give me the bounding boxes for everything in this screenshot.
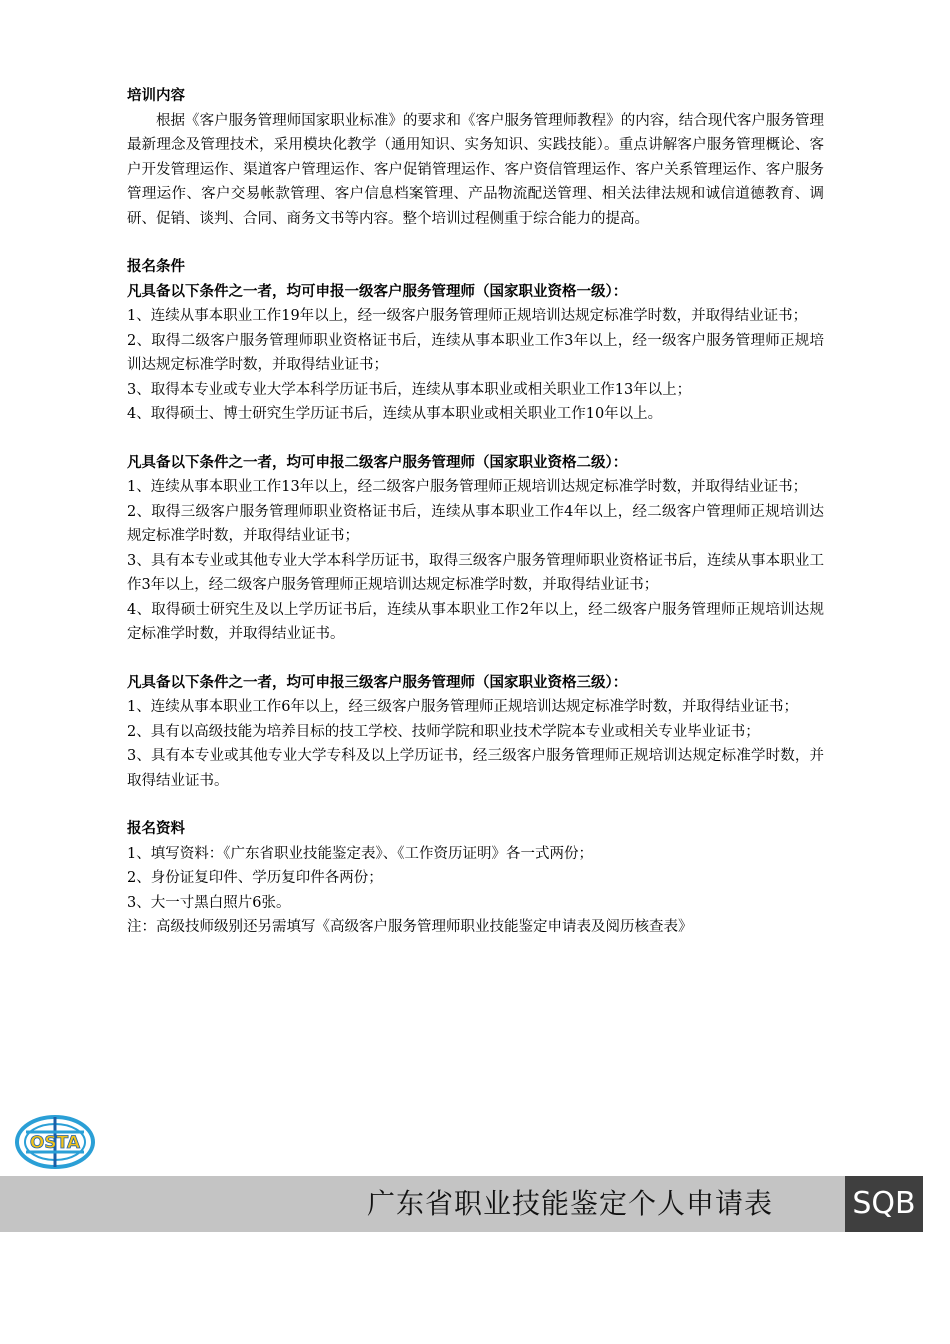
materials-item: 3、大一寸黑白照片6张。 (127, 894, 291, 911)
materials-item: 1、填写资料：《广东省职业技能鉴定表》、《工作资历证明》各一式两份； (127, 845, 593, 862)
materials-title: 报名资料 (127, 820, 185, 837)
level1-item: 4、取得硕士、博士研究生学历证书后，连续从事本职业或相关职业工作10年以上。 (127, 406, 663, 422)
level1-item: 1、连续从事本职业工作19年以上，经一级客户服务管理师正规培训达规定标准学时数，并取得结业证书； (127, 308, 808, 324)
level2-item: 3、具有本专业或其他专业大学本科学历证书，取得三级客户服务管理师职业资格证书后，连续从事本职业工作3年以上，经二级客户服务管理师正规培训达规定标准学时数，并取得结业证书； (127, 552, 824, 593)
level3-item: 2、具有以高级技能为培养目标的技工学校、技师学院和职业技术学院本专业或相关专业毕业证书； (127, 723, 760, 740)
banner-title: 广东省职业技能鉴定个人申请表 (366, 1187, 773, 1220)
level3-item: 1、连续从事本职业工作6年以上，经三级客户服务管理师正规培训达规定标准学时数，并取得结业证书； (127, 699, 798, 715)
document-body (127, 84, 824, 940)
level2-item: 2、取得三级客户服务管理师职业资格证书后，连续从事本职业工作4年以上，经二级客户管理师正规培训达规定标准学时数，并取得结业证书； (127, 503, 824, 544)
level3-heading: 凡具备以下条件之一者，均可申报三级客户服务管理师（国家职业资格三级）： (127, 673, 628, 691)
materials-item: 2、身份证复印件、学历复印件各两份； (127, 870, 383, 886)
osta-logo-icon (14, 1113, 96, 1171)
footer-banner (0, 1176, 845, 1232)
training-title: 培训内容 (127, 87, 185, 104)
level2-item: 1、连续从事本职业工作13年以上，经二级客户服务管理师正规培训达规定标准学时数，并取得结业证书； (127, 479, 808, 495)
level2-heading: 凡具备以下条件之一者，均可申报二级客户服务管理师（国家职业资格二级）： (127, 453, 628, 471)
level1-item: 2、取得二级客户服务管理师职业资格证书后，连续从事本职业工作3年以上，经一级客户服务管理师正规培训达规定标准学时数，并取得结业证书； (127, 332, 824, 373)
training-paragraph: 根据《客户服务管理师国家职业标准》的要求和《客户服务管理师教程》的内容，结合现代客户服务管理最新理念及管理技术，采用模块化教学（通用知识、实务知识、实践技能）。重点讲解客户服务管理概论、客户开发管理运作、渠道客户管理运作、客户促销管理运作、客户资信管理运作、客户关系管理运作、客户服务管理运作、客户交易帐款管理、客户信息档案管理、产品物流配送管理、相关法律法规和诚信道德教育、调研、促销、谈判、合同、商务文书等内容。整个培训过程侧重于综合能力的提高。 (127, 112, 824, 227)
level3-item: 3、具有本专业或其他专业大学专科及以上学历证书，经三级客户服务管理师正规培训达规定标准学时数，并取得结业证书。 (127, 748, 824, 789)
level1-heading: 凡具备以下条件之一者，均可申报一级客户服务管理师（国家职业资格一级）： (127, 282, 628, 300)
materials-note: 注：高级技师级别还另需填写《高级客户服务管理师职业技能鉴定申请表及阅历核查表》 (127, 919, 693, 935)
level1-item: 3、取得本专业或专业大学本科学历证书后，连续从事本职业或相关职业工作13年以上； (127, 381, 692, 398)
osta-logo (14, 1113, 96, 1171)
level2-item: 4、取得硕士研究生及以上学历证书后，连续从事本职业工作2年以上，经二级客户服务管理师正规培训达规定标准学时数，并取得结业证书。 (127, 601, 824, 642)
form-code-badge: SQB (845, 1176, 923, 1232)
osta-logo-text: OSTA (29, 1133, 81, 1153)
conditions-title: 报名条件 (127, 258, 185, 275)
